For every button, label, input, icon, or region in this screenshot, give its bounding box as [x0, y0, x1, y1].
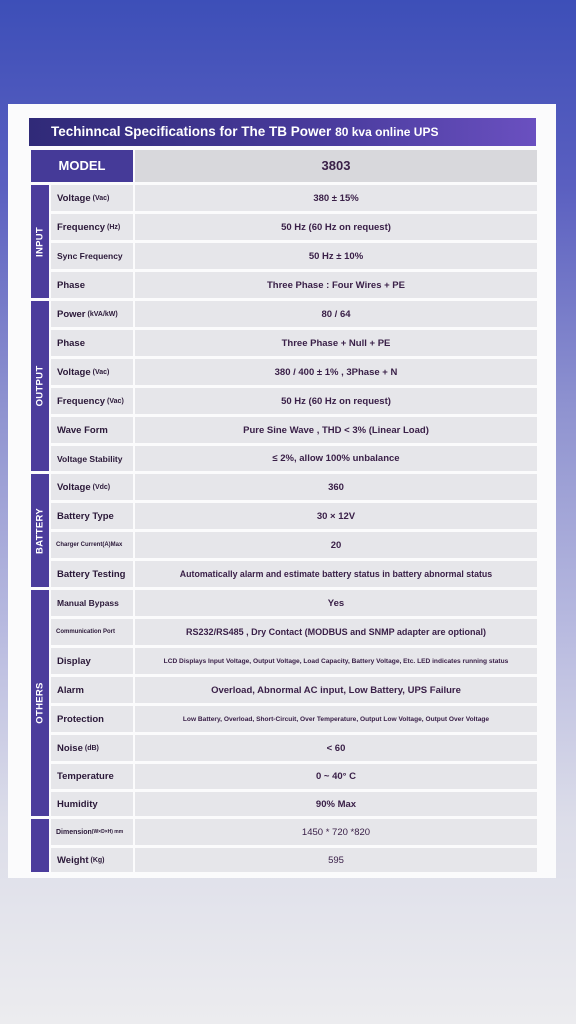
spec-value: 90% Max	[135, 792, 537, 816]
section-battery	[31, 474, 49, 587]
spec-value: 380 / 400 ± 1% , 3Phase + N	[135, 359, 537, 385]
spec-label: Battery Testing	[51, 561, 133, 587]
spec-value: 595	[135, 848, 537, 872]
spec-value: 50 Hz (60 Hz on request)	[135, 388, 537, 414]
spec-label: Wave Form	[51, 417, 133, 443]
spec-label: Weight (Kg)	[51, 848, 133, 872]
spec-value: Low Battery, Overload, Short-Circuit, Over Temperature, Output Low Voltage, Output Over Voltage	[135, 706, 537, 732]
spec-label: Frequency (Vac)	[51, 388, 133, 414]
section-output-label: OUTPUT	[34, 365, 46, 407]
spec-value: 360	[135, 474, 537, 500]
spec-value: 20	[135, 532, 537, 558]
spec-value: 50 Hz ± 10%	[135, 243, 537, 269]
spec-label: Sync Frequency	[51, 243, 133, 269]
spec-label: Frequency (Hz)	[51, 214, 133, 240]
spec-label: Charger Current(A)Max	[51, 532, 133, 558]
title-suffix: 80 kva online UPS	[335, 125, 439, 139]
spec-value: 80 / 64	[135, 301, 537, 327]
spec-label: Power (kVA/kW)	[51, 301, 133, 327]
spec-value: Pure Sine Wave , THD < 3% (Linear Load)	[135, 417, 537, 443]
spec-value: 30 × 12V	[135, 503, 537, 529]
section-input	[31, 185, 49, 298]
spec-label: Voltage Stability	[51, 446, 133, 471]
spec-value: < 60	[135, 735, 537, 761]
spec-value: Yes	[135, 590, 537, 616]
section-others	[31, 590, 49, 816]
spec-label: Voltage (Vac)	[51, 185, 133, 211]
section-output	[31, 301, 49, 471]
spec-value: RS232/RS485 , Dry Contact (MODBUS and SNMP adapter are optional)	[135, 619, 537, 645]
spec-label: Humidity	[51, 792, 133, 816]
section-input-label: INPUT	[34, 226, 46, 257]
spec-label: Voltage (Vac)	[51, 359, 133, 385]
section-others-label: OTHERS	[34, 682, 46, 724]
section-battery-label: BATTERY	[34, 507, 46, 554]
spec-value: 1450 * 720 *820	[135, 819, 537, 845]
spec-label: Alarm	[51, 677, 133, 703]
spec-value: Three Phase : Four Wires + PE	[135, 272, 537, 298]
spec-value: Automatically alarm and estimate battery status in battery abnormal status	[135, 561, 537, 587]
spec-label: Noise (dB)	[51, 735, 133, 761]
spec-label: Phase	[51, 272, 133, 298]
spec-label: Battery Type	[51, 503, 133, 529]
spec-value: 50 Hz (60 Hz on request)	[135, 214, 537, 240]
spec-value: LCD Displays Input Voltage, Output Voltage, Load Capacity, Battery Voltage, Etc. LED indicates running status	[135, 648, 537, 674]
spec-label: Voltage (Vdc)	[51, 474, 133, 500]
spec-sheet-title	[29, 118, 536, 146]
spec-label: Dimension (W×D×H) mm	[51, 819, 133, 845]
spec-value: 0 ~ 40° C	[135, 764, 537, 789]
spec-label: Phase	[51, 330, 133, 356]
spec-label: Temperature	[51, 764, 133, 789]
spec-label: Manual Bypass	[51, 590, 133, 616]
title-main: Techinncal Specifications for The TB Power	[51, 124, 332, 139]
spec-value: Overload, Abnormal AC input, Low Battery, UPS Failure	[135, 677, 537, 703]
spec-label: Display	[51, 648, 133, 674]
section-physical	[31, 819, 49, 872]
model-label: MODEL	[31, 150, 133, 182]
spec-label: Communication Port	[51, 619, 133, 645]
spec-value: ≤ 2%, allow 100% unbalance	[135, 446, 537, 471]
spec-value: Three Phase + Null + PE	[135, 330, 537, 356]
spec-label: Protection	[51, 706, 133, 732]
spec-value: 380 ± 15%	[135, 185, 537, 211]
model-value: 3803	[135, 150, 537, 182]
